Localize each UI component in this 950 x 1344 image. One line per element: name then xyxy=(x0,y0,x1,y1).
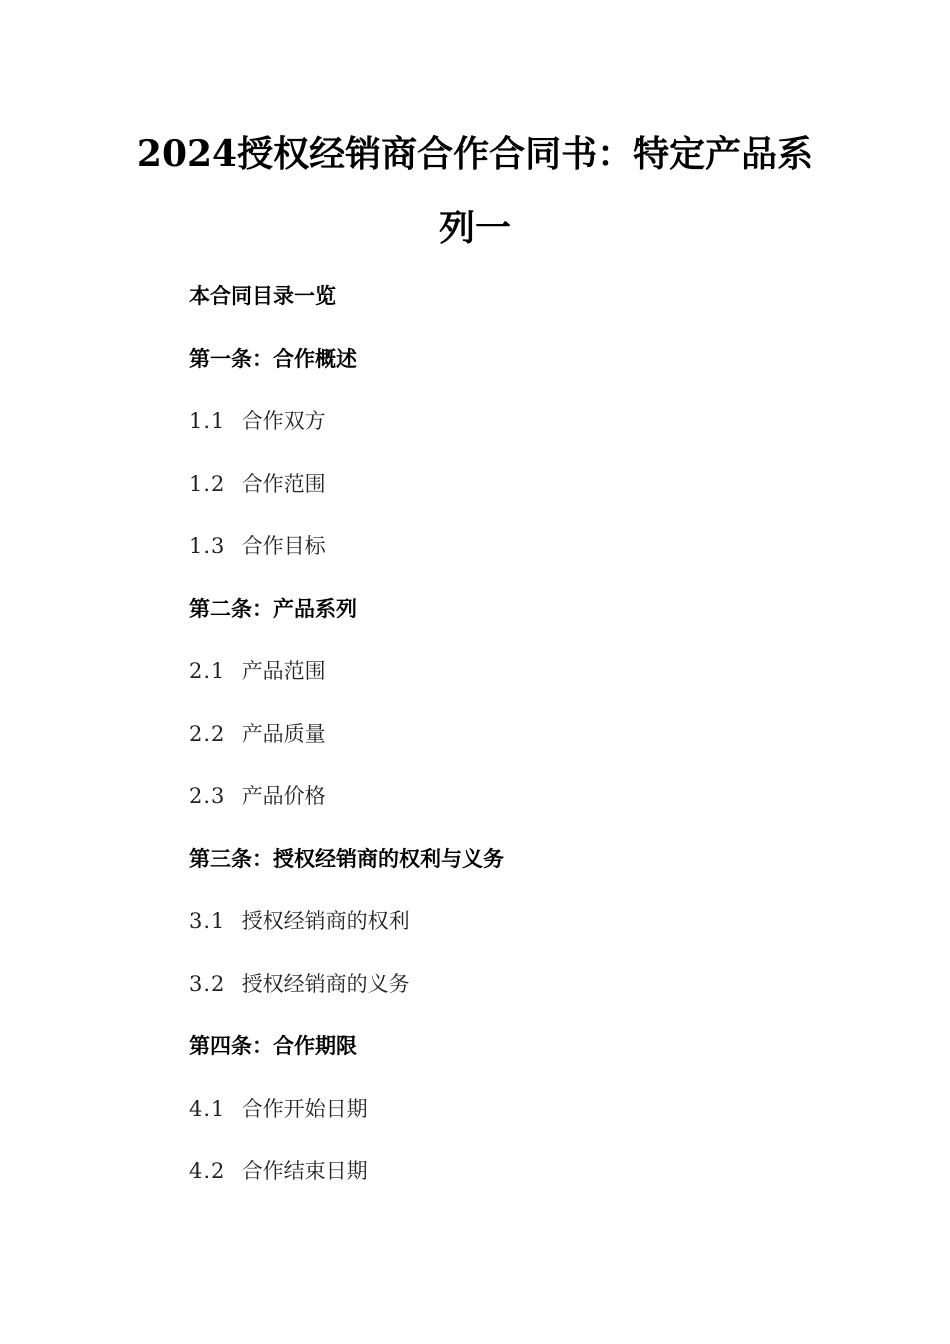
toc-article-text: 第二条：产品系列 xyxy=(189,595,357,621)
toc-item-text: 合作开始日期 xyxy=(241,1096,368,1121)
toc-item xyxy=(189,530,829,593)
toc-item-text: 合作目标 xyxy=(241,534,326,558)
toc-item xyxy=(189,1093,829,1156)
toc-item xyxy=(189,968,829,1031)
toc-item xyxy=(189,405,829,468)
toc-article-heading xyxy=(189,1030,829,1093)
toc-item xyxy=(189,1155,829,1218)
toc-item-text: 授权经销商的义务 xyxy=(241,971,410,996)
toc-item xyxy=(189,780,829,843)
toc-item-number: 1.1 xyxy=(189,409,226,433)
toc-item xyxy=(189,468,829,531)
toc-article-text: 第四条：合作期限 xyxy=(189,1033,357,1058)
toc-item-text: 合作双方 xyxy=(241,409,326,433)
toc-article-text: 第一条：合作概述 xyxy=(189,345,357,371)
toc-heading-text: 本合同目录一览 xyxy=(189,283,336,308)
toc-item-number: 2.1 xyxy=(189,659,226,683)
toc-item xyxy=(189,718,829,781)
toc-item xyxy=(189,905,829,968)
toc-item-number: 3.2 xyxy=(189,971,226,996)
table-of-contents xyxy=(189,280,829,1218)
toc-item-text: 授权经销商的权利 xyxy=(241,909,410,933)
toc-heading xyxy=(189,280,829,343)
toc-item-number: 2.3 xyxy=(189,784,226,808)
toc-item-number: 4.2 xyxy=(189,1159,226,1183)
toc-item-number: 2.2 xyxy=(189,721,226,746)
toc-item xyxy=(189,655,829,718)
toc-item-number: 4.1 xyxy=(189,1096,226,1121)
toc-item-text: 合作范围 xyxy=(241,471,326,496)
toc-item-number: 1.3 xyxy=(189,534,226,558)
toc-item-number: 3.1 xyxy=(189,909,226,933)
document-title-line-1: 2024授权经销商合作合同书：特定产品系 xyxy=(136,133,814,175)
toc-item-text: 合作结束日期 xyxy=(241,1159,368,1183)
document-title-line-2: 列一 xyxy=(438,207,511,249)
toc-article-text: 第三条：授权经销商的权利与义务 xyxy=(189,845,504,871)
toc-article-heading xyxy=(189,843,829,906)
toc-article-heading xyxy=(189,343,829,406)
toc-item-number: 1.2 xyxy=(189,471,226,496)
toc-item-text: 产品质量 xyxy=(241,721,326,746)
toc-article-heading xyxy=(189,593,829,656)
toc-item-text: 产品价格 xyxy=(241,784,326,808)
toc-item-text: 产品范围 xyxy=(241,659,326,683)
